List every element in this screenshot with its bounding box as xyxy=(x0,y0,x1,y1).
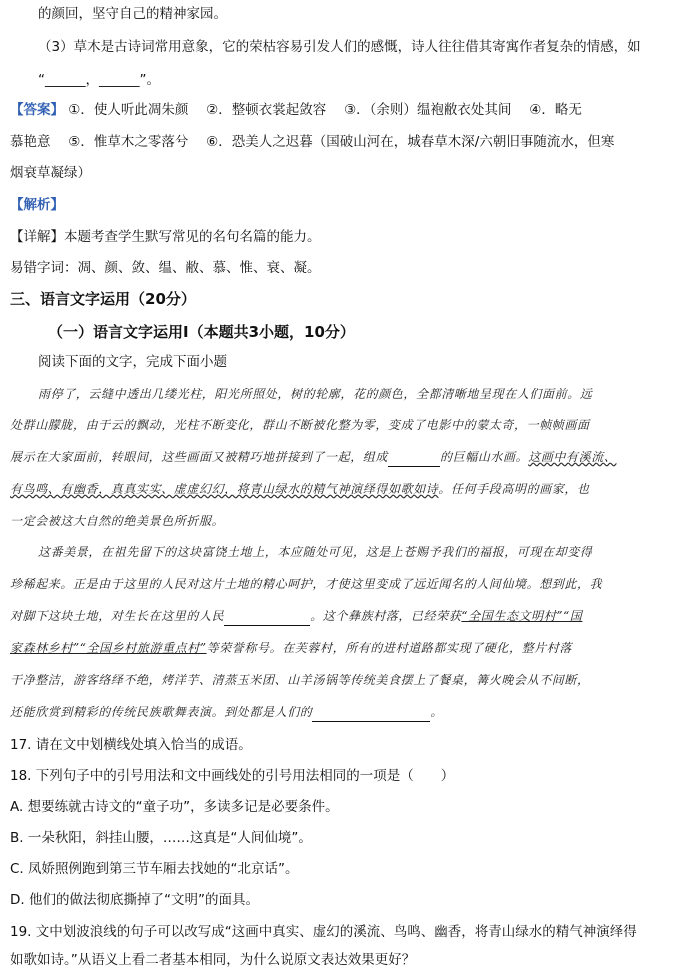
passage-line-2: 处群山朦胧，由于云的飘动，光柱不断变化，群山不断被化整为零，变成了电影中的蒙太奇，一帧帧画面 xyxy=(10,418,590,432)
passage-line-1: 雨停了，云缝中透出几缕光柱，阳光所照处，树的轮廓，花的颜色，全都清晰地呈现在人们面前。远 xyxy=(38,387,593,401)
underlined-quote-part-1: “全国生态文明村”“国 xyxy=(461,609,583,623)
passage-l4b: 。任何手段高明的画家，也 xyxy=(438,482,590,496)
passage-line-5: 一定会被这大自然的绝美景色所折服。 xyxy=(10,514,225,528)
analysis-label: 【解析】 xyxy=(10,197,64,213)
answer-line-1 xyxy=(10,100,682,120)
question-17: 17. 请在文中划横线处填入恰当的成语。 xyxy=(10,737,252,753)
passage-l9b: 等荣誉称号。在芙蓉村，所有的进村道路都实现了硬化，整片村落 xyxy=(206,641,573,655)
passage-l3b: 的巨幅山水画。 xyxy=(440,450,529,464)
option-c[interactable]: C. 凤娇照例跑到第三节车厢去找她的“北京话”。 xyxy=(10,861,299,877)
passage-line-4 xyxy=(10,479,682,499)
top-line-2: （3）草木是古诗词常用意象，它的荣枯容易引发人们的感慨，诗人往往借其寄寓作者复杂的情感，如 xyxy=(38,39,641,55)
section-3-title: 三、语言文字运用（20分） xyxy=(10,290,196,308)
passage-line-6: 这番美景，在祖先留下的这块富饶土地上，本应随处可见，这是上苍赐予我们的福报，可现在却变得 xyxy=(38,545,593,559)
error-words-line: 易错字词：凋、颜、敛、缊、敝、慕、惟、衰、凝。 xyxy=(10,260,321,276)
passage-line-11 xyxy=(10,702,682,722)
answer-text-1: ①．使人听此凋朱颜 ②．整顿衣裳起敛容 ③．（余则）缊袍敝衣处其间 ④．略无 xyxy=(64,102,582,118)
wavy-sentence-part-1: 这画中有溪流、 xyxy=(528,450,617,464)
passage-line-3 xyxy=(10,447,682,467)
detail-line: 【详解】本题考查学生默写常见的名句名篇的能力。 xyxy=(10,229,321,245)
instruction: 阅读下面的文字，完成下面小题 xyxy=(38,354,227,370)
wavy-sentence-part-2: 有鸟鸣、有幽香，真真实实、虚虚幻幻，将青山绿水的精气神演绎得如歌如诗 xyxy=(10,482,439,496)
passage-line-9 xyxy=(10,638,682,658)
passage-l11a: 还能欣赏到精彩的传统民族歌舞表演。到处都是人们的 xyxy=(10,705,313,719)
option-b[interactable]: B. 一朵秋阳，斜挂山腰，……这真是“人间仙境”。 xyxy=(10,830,312,846)
answer-line-3: 烟衰草凝绿） xyxy=(10,165,91,181)
option-d[interactable]: D. 他们的做法彻底撕掉了“文明”的面具。 xyxy=(10,892,259,908)
top-line-1: 的颜回，坚守自己的精神家园。 xyxy=(38,6,227,22)
passage-line-7: 珍稀起来。正是由于这里的人民对这片土地的精心呵护，才使这里变成了远近闻名的人间仙境。想到此，我 xyxy=(10,577,603,591)
passage-l8b: 。这个彝族村落，已经荣获 xyxy=(310,609,462,623)
passage-line-8 xyxy=(10,606,682,626)
passage-l3a: 展示在大家面前，转眼间，这些画面又被精巧地拼接到了一起，组成 xyxy=(10,450,389,464)
answer-line-2: 慕艳意 ⑤．惟草木之零落兮 ⑥．恐美人之迟暮（国破山河在，城春草木深/六朝旧事随流水，但寒 xyxy=(10,134,615,150)
idiom-blank-3[interactable] xyxy=(312,721,430,722)
subsection-title: （一）语言文字运用Ⅰ（本题共3小题，10分） xyxy=(48,323,355,341)
top-line-3: “______，______”。 xyxy=(38,72,160,88)
passage-l11b: 。 xyxy=(430,705,444,719)
answer-label: 【答案】 xyxy=(10,102,64,118)
passage-l8a: 对脚下这块土地，对生长在这里的人民 xyxy=(10,609,225,623)
question-18: 18. 下列句子中的引号用法和文中画线处的引号用法相同的一项是（ ） xyxy=(10,768,455,784)
passage-line-10: 干净整洁，游客络绎不绝，烤洋芋、清蒸玉米团、山羊汤锅等传统美食摆上了餐桌，篝火晚会从不间断， xyxy=(10,673,590,687)
underlined-quote-part-2: 家森林乡村”“全国乡村旅游重点村” xyxy=(10,641,207,655)
idiom-blank-1[interactable] xyxy=(388,466,440,467)
question-19-line-2: 如歌如诗。”从语义上看二者基本相同，为什么说原文表达效果更好？ xyxy=(10,952,416,968)
idiom-blank-2[interactable] xyxy=(224,625,310,626)
option-a[interactable]: A. 想要练就古诗文的“童子功”，多读多记是必要条件。 xyxy=(10,799,339,815)
question-19-line-1: 19. 文中划波浪线的句子可以改写成“这画中真实、虚幻的溪流、鸟鸣、幽香，将青山绿水的精气神演绎得 xyxy=(10,924,637,940)
